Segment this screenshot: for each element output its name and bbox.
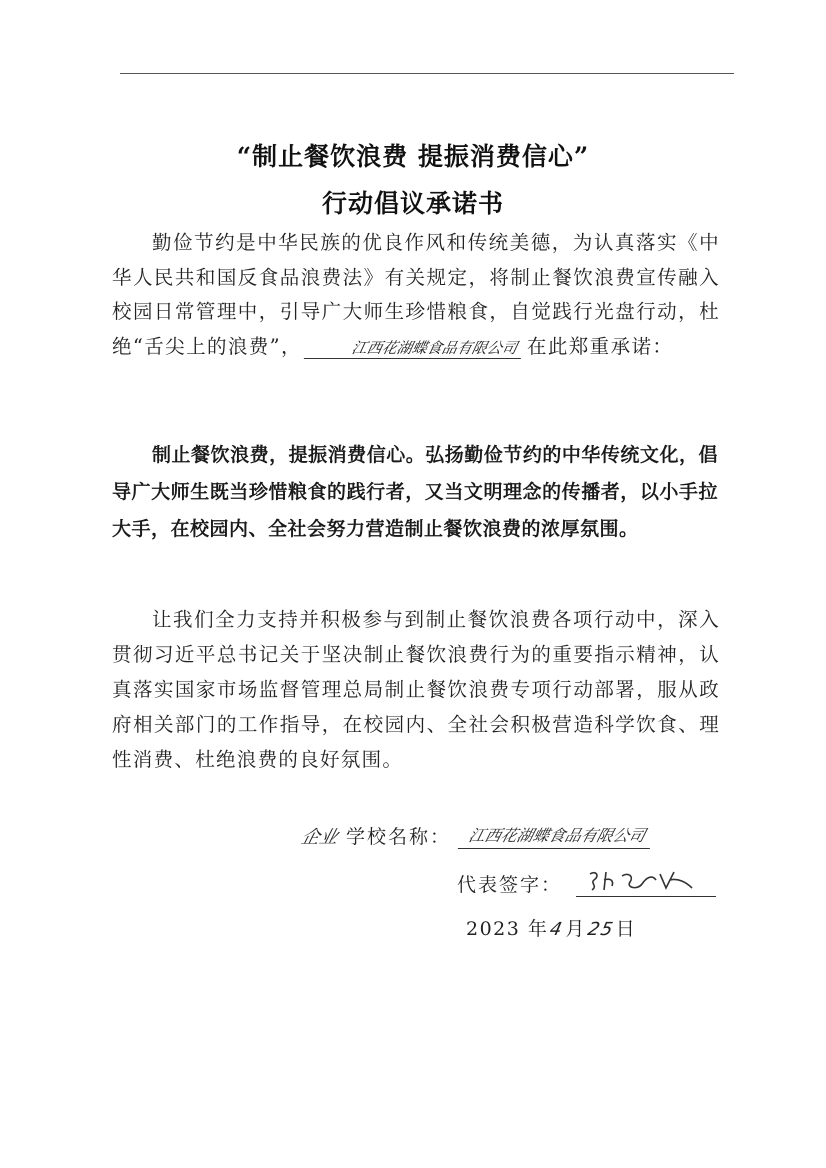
- representative-row: [457, 870, 716, 897]
- enterprise-handwritten: 企业: [299, 827, 341, 848]
- date-day: 25: [585, 919, 617, 940]
- paragraph-intro: [112, 226, 720, 364]
- signing-date: [466, 914, 636, 941]
- school-name-label: 学校名称：: [346, 826, 452, 848]
- handwritten-signature: [582, 866, 702, 896]
- document-title-line2: 行动倡议承诺书: [321, 189, 504, 218]
- company-name-handwritten: 江西花湖蝶食品有限公司: [304, 338, 525, 359]
- paragraph-commitment: 制止餐饮浪费，提振消费信心。弘扬勤俭节约的中华传统文化，倡导广大师生既当珍惜粮食的践行者，又当文明理念的传播者，以小手拉大手，在校园内、全社会努力营造制止餐饮浪费的浓厚氛围。: [112, 444, 718, 540]
- signature-line: [576, 872, 716, 897]
- intro-pledge-text: 在此郑重承诺：: [526, 334, 674, 358]
- school-name-row: [299, 822, 653, 849]
- intro-text: 勤俭节约是中华民族的优良作风和传统美德，为认真落实《中华人民共和国反食品浪费法》有关规定，将制止餐饮浪费宣传融入校园日常管理中，引导广大师生珍惜粮食，自觉践行光盘行动，杜绝“舌尖上的浪费”，: [112, 231, 720, 358]
- document-title-line1: “制止餐饮浪费 提振消费信心”: [236, 142, 590, 171]
- top-rule: [120, 73, 734, 74]
- date-day-unit: 日: [615, 918, 637, 940]
- school-name-value: 江西花湖蝶食品有限公司: [458, 823, 656, 849]
- paragraph-action: 让我们全力支持并积极参与到制止餐饮浪费各项行动中，深入贯彻习近平总书记关于坚决制止餐饮浪费行为的重要指示精神，认真落实国家市场监督管理总局制止餐饮浪费专项行动部署，服从政府相关部门的工作指导，在校园内、全社会积极营造科学饮食、理性消费、杜绝浪费的良好氛围。: [112, 608, 720, 771]
- date-month: 4: [548, 919, 566, 940]
- date-month-unit: 月: [565, 918, 586, 940]
- representative-label: 代表签字：: [457, 874, 563, 896]
- date-year: 2023 年: [466, 918, 549, 940]
